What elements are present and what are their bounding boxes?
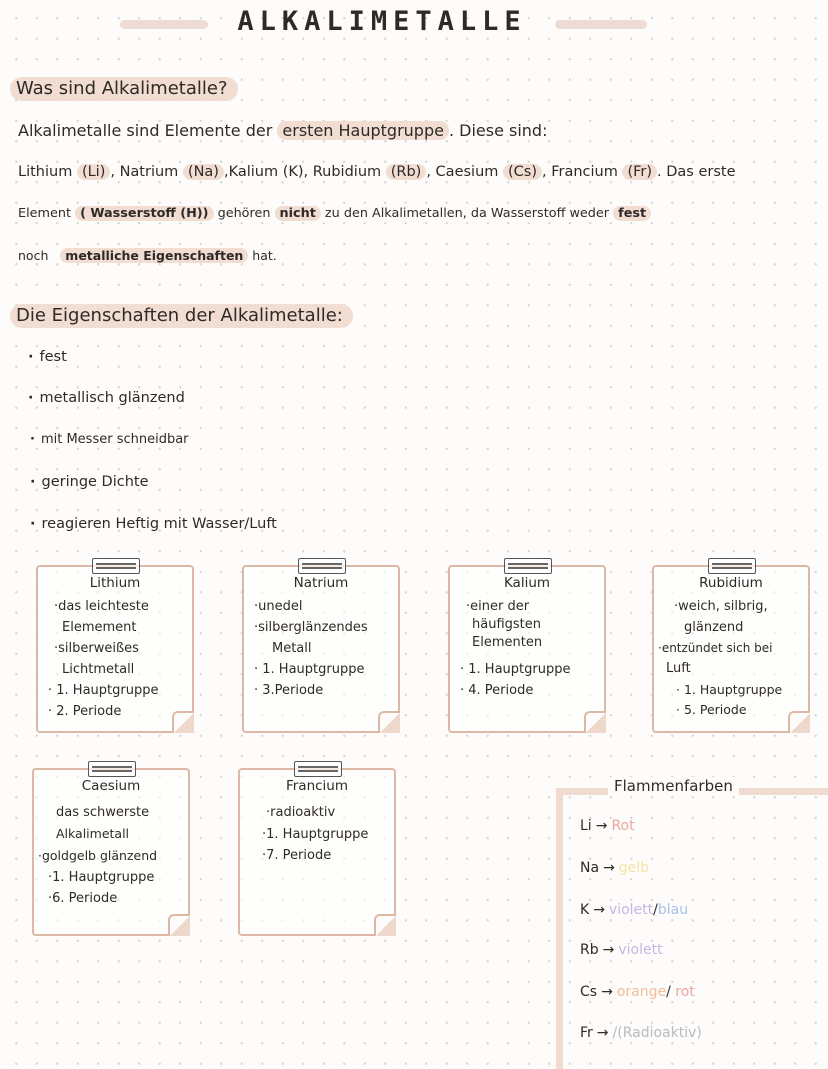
highlighted-text: (Cs) <box>503 164 542 180</box>
card-line: · 5. Periode <box>676 702 747 717</box>
arrow-right-icon: → <box>595 818 608 834</box>
card-line: ·silberglänzendes <box>254 620 368 635</box>
element-symbol: Li <box>580 818 592 834</box>
card-line: · 1. Hauptgruppe <box>254 662 365 677</box>
intro-text: Element <box>18 206 76 221</box>
note-card-caesium <box>32 768 190 936</box>
card-line: Elemement <box>62 620 137 635</box>
section-heading-properties: Die Eigenschaften der Alkalimetalle: <box>10 304 353 328</box>
tape-icon <box>504 558 552 574</box>
card-line: ·7. Periode <box>262 848 332 863</box>
card-line: ·goldgelb glänzend <box>38 848 158 863</box>
card-title: Natrium <box>293 575 349 591</box>
property-item: · reagieren Heftig mit Wasser/Luft <box>30 516 277 532</box>
intro-text: . Diese sind: <box>448 121 548 140</box>
intro-line-4 <box>18 248 277 263</box>
card-line: ·radioaktiv <box>266 805 336 820</box>
intro-text: , Caesium <box>426 164 503 180</box>
card-line: · 2. Periode <box>48 704 122 719</box>
section-heading-what: Was sind Alkalimetalle? <box>10 77 238 101</box>
highlighted-text: fest <box>613 206 651 221</box>
card-line: · 4. Periode <box>460 683 534 698</box>
highlight-metallic-props: metalliche Eigenschaften <box>60 248 248 263</box>
card-line: Lichtmetall <box>62 662 135 677</box>
card-line: Metall <box>272 641 312 656</box>
flame-color-label: gelb <box>618 860 650 876</box>
title-underline-left <box>120 20 208 29</box>
flame-color-label: / <box>612 1025 618 1041</box>
note-card-francium <box>238 768 396 936</box>
flame-row-rb <box>580 942 663 958</box>
intro-text: hat. <box>248 248 277 263</box>
page-title: ALKALIMETALLE <box>237 6 527 37</box>
card-line: Elementen <box>472 635 543 650</box>
arrow-right-icon: → <box>601 984 613 1000</box>
card-line: ·silberweißes <box>54 641 139 656</box>
card-line: häufigsten <box>472 617 541 632</box>
card-line: ·unedel <box>254 599 303 614</box>
flame-row-na <box>580 860 649 876</box>
card-title: Kalium <box>503 575 551 591</box>
intro-text: Alkalimetalle sind Elemente der <box>18 121 273 140</box>
property-item: · fest <box>28 349 67 365</box>
highlighted-text: (Li) <box>77 164 110 180</box>
flame-color-label: blau <box>657 902 689 918</box>
note-card-natrium <box>242 565 400 733</box>
highlight-first-group: ersten Hauptgruppe <box>277 121 449 140</box>
card-title: Francium <box>285 778 349 794</box>
note-card-rubidium <box>652 565 810 733</box>
element-symbol: Na <box>580 860 600 876</box>
arrow-right-icon: → <box>593 902 605 918</box>
card-line: · 1. Hauptgruppe <box>676 682 783 697</box>
title-underline-right <box>555 20 647 29</box>
highlighted-text: (Rb) <box>386 164 427 180</box>
arrow-right-icon: → <box>603 860 615 876</box>
highlighted-text: nicht <box>275 206 321 221</box>
tape-icon <box>298 558 346 574</box>
card-line: · 1. Hauptgruppe <box>460 662 571 677</box>
flame-color-label: rot <box>670 984 695 1000</box>
intro-text: . Das erste <box>657 164 736 180</box>
property-item: · metallisch glänzend <box>28 390 185 406</box>
flame-colors-title: Flammenfarben <box>608 777 739 795</box>
card-line: Alkalimetall <box>56 826 130 841</box>
card-line: Luft <box>666 661 691 676</box>
element-symbol: Rb <box>580 942 599 958</box>
intro-text: , Natrium <box>110 164 183 180</box>
card-line: ·entzündet sich bei <box>658 641 773 655</box>
card-title: Lithium <box>89 575 141 591</box>
flame-color-label: / <box>666 984 671 1000</box>
intro-line-1 <box>18 121 547 140</box>
highlighted-text: (Na) <box>183 164 224 180</box>
card-line: ·1. Hauptgruppe <box>48 870 155 885</box>
intro-text: ,Kalium (K), Rubidium <box>223 164 386 180</box>
card-line: ·einer der <box>466 599 530 614</box>
tape-icon <box>88 761 136 777</box>
intro-text: gehören <box>213 206 275 221</box>
tape-icon <box>294 761 342 777</box>
flame-row-fr <box>580 1025 702 1041</box>
intro-text: zu den Alkalimetallen, da Wasserstoff weder <box>320 206 614 221</box>
card-line: · 1. Hauptgruppe <box>48 683 159 698</box>
card-line: glänzend <box>684 620 744 635</box>
element-symbol: Cs <box>580 984 598 1000</box>
arrow-right-icon: → <box>602 942 615 958</box>
card-line: · 3.Periode <box>254 683 324 698</box>
flame-row-k <box>580 902 688 918</box>
card-line: das schwerste <box>56 805 150 820</box>
card-line: ·weich, silbrig, <box>674 599 768 614</box>
element-symbol: Fr <box>580 1025 593 1041</box>
flame-color-label: / <box>653 902 658 918</box>
intro-text: , Francium <box>542 164 623 180</box>
property-item: · mit Messer schneidbar <box>30 432 189 447</box>
note-card-kalium <box>448 565 606 733</box>
card-title: Rubidium <box>699 575 763 591</box>
flame-color-label: violett <box>608 902 654 918</box>
card-line: ·das leichteste <box>54 599 149 614</box>
flame-color-label: Rot <box>611 818 635 834</box>
flame-row-cs <box>580 984 695 1000</box>
arrow-right-icon: → <box>596 1025 609 1041</box>
intro-line-3 <box>18 206 651 221</box>
flame-row-li <box>580 818 635 834</box>
flame-color-label: orange <box>616 984 667 1000</box>
card-line: ·1. Hauptgruppe <box>262 827 369 842</box>
flame-color-label: violett <box>618 942 663 958</box>
highlighted-text: ( Wasserstoff (H)) <box>75 206 213 221</box>
intro-text: Lithium <box>18 164 77 180</box>
card-title: Caesium <box>81 778 141 794</box>
tape-icon <box>92 558 140 574</box>
property-item: · geringe Dichte <box>30 474 149 490</box>
note-card-lithium <box>36 565 194 733</box>
flame-color-label: (Radioaktiv) <box>617 1025 702 1041</box>
intro-line-2 <box>18 164 736 181</box>
tape-icon <box>708 558 756 574</box>
intro-text: noch <box>18 248 49 263</box>
card-line: ·6. Periode <box>48 891 118 906</box>
element-symbol: K <box>580 902 590 918</box>
highlighted-text: (Fr) <box>622 164 657 180</box>
